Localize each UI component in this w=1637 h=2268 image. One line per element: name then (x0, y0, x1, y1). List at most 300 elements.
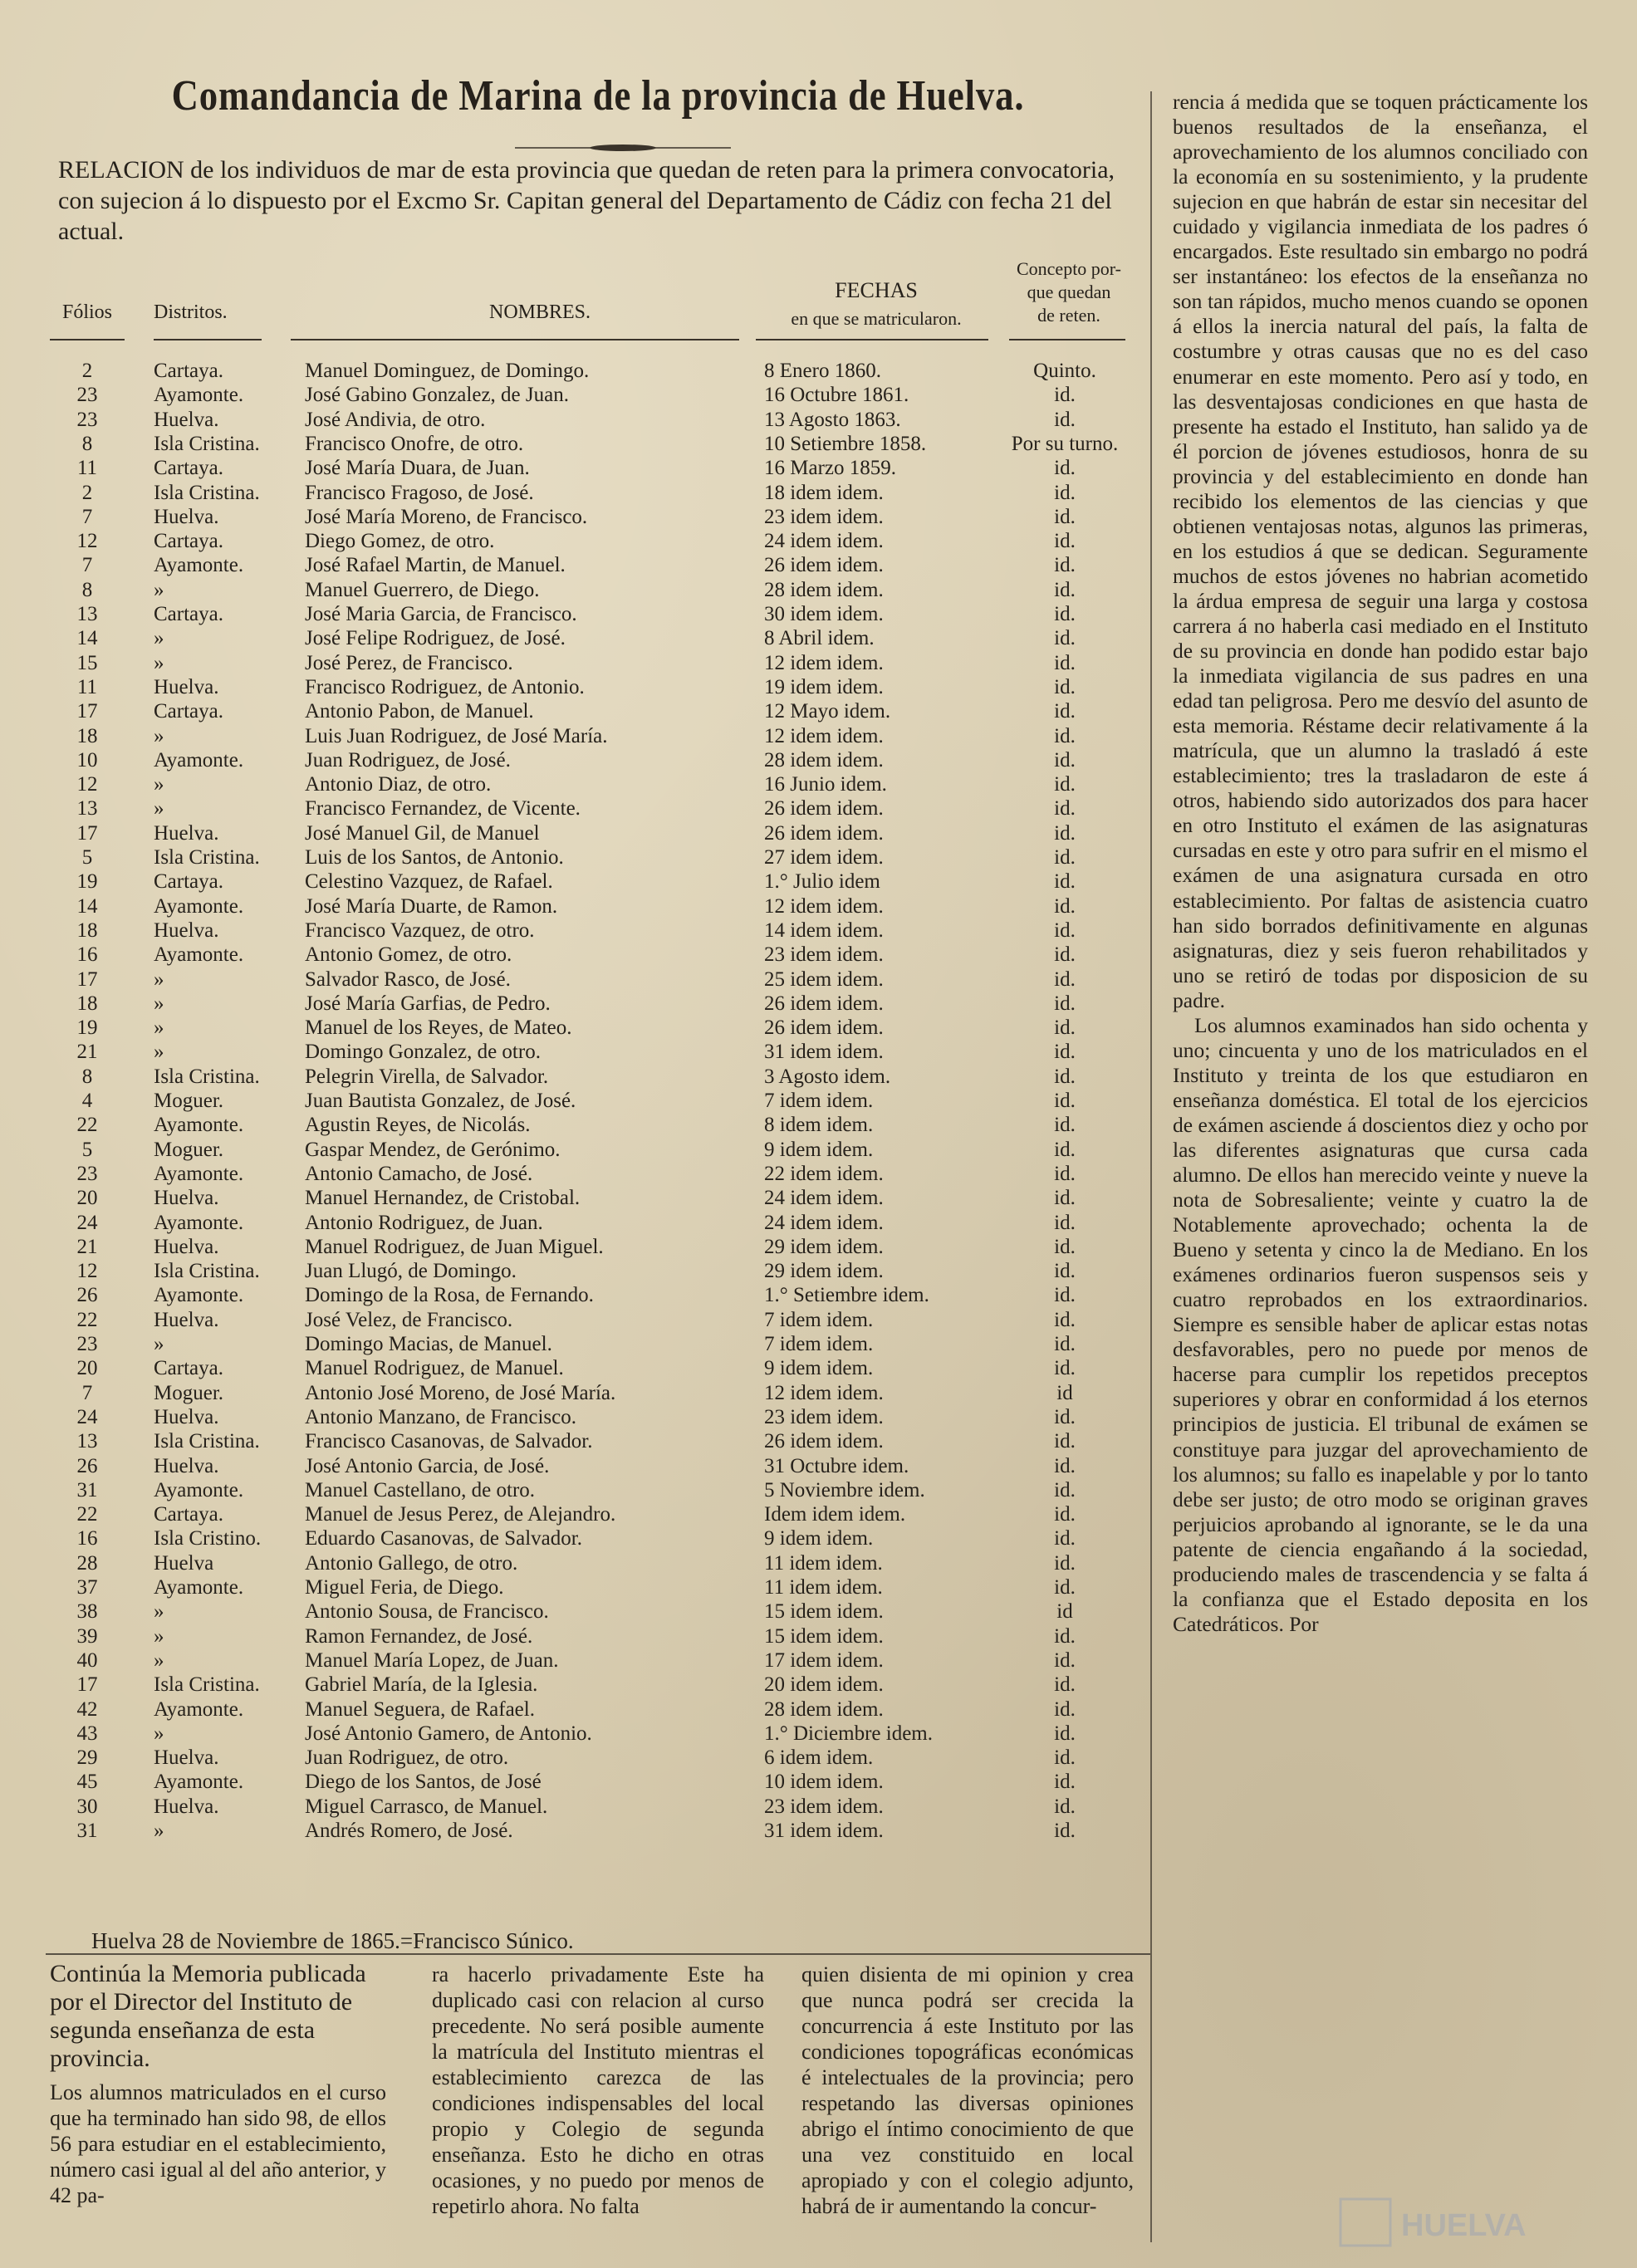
fecha-cell: 23 idem idem. (764, 505, 884, 528)
nombre-cell: Manuel Dominguez, de Domingo. (305, 360, 590, 382)
folio-cell: 10 (76, 748, 98, 772)
table-row (0, 1138, 1150, 1162)
concepto-cell: id. (1054, 724, 1076, 747)
distrito-cell: Isla Cristina. (154, 1673, 260, 1697)
table-row (0, 1235, 1150, 1259)
concepto-cell: id. (1054, 700, 1076, 723)
nombre-cell: Manuel Rodriguez, de Juan Miguel. (305, 1235, 604, 1258)
fecha-cell: 28 idem idem. (764, 748, 884, 772)
concepto-cell: id. (1054, 1551, 1076, 1575)
nombre-cell: José Antonio Garcia, de José. (305, 1454, 550, 1477)
nombre-cell: Francisco Rodriguez, de Antonio. (305, 675, 585, 698)
concepto-cell: id. (1054, 1648, 1076, 1672)
distrito-cell: » (154, 1041, 164, 1064)
folio-cell: 16 (76, 1527, 98, 1550)
concepto-cell: Por su turno. (1011, 432, 1119, 455)
nombre-cell: Gabriel María, de la Iglesia. (305, 1673, 538, 1697)
table-row (0, 869, 1150, 894)
fecha-cell: 15 idem idem. (764, 1600, 884, 1624)
table-row (0, 1332, 1150, 1356)
table-row (0, 845, 1150, 869)
table-row (0, 1283, 1150, 1307)
folio-cell: 17 (76, 1673, 98, 1697)
concepto-cell: id. (1054, 1478, 1076, 1501)
fecha-cell: 24 idem idem. (764, 530, 884, 553)
folio-cell: 7 (81, 1381, 93, 1404)
header-nombres: NOMBRES. (488, 301, 591, 323)
concepto-cell: id. (1054, 1576, 1076, 1599)
folio-cell: 31 (76, 1820, 98, 1842)
table-row (0, 1016, 1150, 1040)
nombre-cell: Luis Juan Rodriguez, de José María. (305, 724, 608, 747)
table-row (0, 992, 1150, 1016)
nombre-cell: Antonio Gallego, de otro. (305, 1551, 518, 1575)
nombre-cell: José María Duarte, de Ramon. (305, 894, 558, 918)
fecha-cell: 19 idem idem. (764, 675, 884, 698)
folio-cell: 7 (81, 554, 93, 577)
folio-cell: 18 (76, 724, 98, 747)
table-row (0, 967, 1150, 992)
concepto-cell: id. (1054, 1357, 1076, 1380)
table-row (0, 699, 1150, 723)
table-row (0, 1722, 1150, 1746)
fecha-cell: 7 idem idem. (764, 1333, 874, 1355)
concepto-cell: id. (1054, 1308, 1076, 1331)
concepto-cell: id. (1054, 651, 1076, 674)
table-row (0, 578, 1150, 602)
distrito-cell: Ayamonte. (154, 748, 244, 772)
distrito-cell: Ayamonte. (154, 1576, 244, 1599)
distrito-cell: Isla Cristino. (154, 1527, 262, 1550)
table-row (0, 894, 1150, 918)
nombre-cell: José María Moreno, de Francisco. (305, 505, 588, 528)
distrito-cell: » (154, 1820, 164, 1842)
folio-cell: 11 (76, 675, 98, 698)
folio-cell: 45 (76, 1771, 98, 1794)
fecha-cell: 26 idem idem. (764, 992, 884, 1015)
nombre-cell: José Maria Garcia, de Francisco. (305, 603, 577, 625)
table-row (0, 1405, 1150, 1429)
library-stamp (1339, 2192, 1546, 2251)
fecha-cell: 28 idem idem. (764, 578, 884, 601)
fecha-cell: 9 idem idem. (764, 1527, 874, 1550)
table-row (0, 553, 1150, 577)
concepto-cell: id. (1054, 554, 1076, 577)
fecha-cell: 1.° Diciembre idem. (764, 1722, 933, 1745)
folio-cell: 43 (76, 1722, 98, 1745)
concepto-cell: id. (1054, 408, 1076, 431)
table-row (0, 943, 1150, 967)
folio-cell: 40 (76, 1648, 98, 1672)
table-row (0, 456, 1150, 480)
nombre-cell: Juan Bautista Gonzalez, de José. (305, 1090, 576, 1112)
nombre-cell: José Gabino Gonzalez, de Juan. (305, 384, 569, 407)
table-row (0, 1162, 1150, 1186)
folio-cell: 14 (76, 894, 98, 918)
fecha-cell: 26 idem idem. (764, 1430, 884, 1453)
fecha-cell: 22 idem idem. (764, 1162, 884, 1185)
fecha-cell: 26 idem idem. (764, 1016, 884, 1040)
concepto-cell: id. (1054, 1162, 1076, 1185)
distrito-cell: Ayamonte. (154, 943, 244, 967)
folio-cell: 22 (76, 1308, 98, 1331)
folio-cell: 13 (76, 603, 98, 625)
distrito-cell: Ayamonte. (154, 1697, 244, 1721)
column-divider (1150, 91, 1152, 2242)
distrito-cell: Isla Cristina. (154, 1260, 260, 1283)
folio-cell: 20 (76, 1187, 98, 1210)
fecha-cell: 23 idem idem. (764, 943, 884, 967)
concepto-cell: id. (1054, 1722, 1076, 1745)
folio-cell: 15 (76, 651, 98, 674)
fecha-cell: 15 idem idem. (764, 1624, 884, 1648)
folio-cell: 17 (76, 700, 98, 723)
distrito-cell: » (154, 967, 164, 991)
concepto-cell: id. (1054, 894, 1076, 918)
memoria-right-paragraph: rencia á medida que se toquen prácticamente los buenos resultados de la enseñanza, el aprovechamiento de los alumnos conciliado con la economía en su sostenimiento, y la prudente sujecion en que habrán de estar sin necesitar del cuidado y vigilancia inmediata de los padres ó encargados. Este resultado sin embargo no podrá ser instantáneo: los efectos de la enseñanza no son tan rápidos, mucho menos cuando se oponen á ellos la inercia natural del país, la falta de costumbre y otras causas que no es del caso enumerar en este momento. Pero así y todo, en las desventajosas condiciones en que hasta de presente ha estado el Instituto, han salido ya de él porcion de jóvenes estudiosos, honra de su provincia y del establecimiento en donde han recibido los elementos de las ciencias y que obtienen ventajosas notas, algunos las primeras, en los estudios á que se dedican. Seguramente muchos de estos jóvenes no habrian acometido la árdua empresa de seguir una larga y costosa carrera á no haberla casi mediado en el Instituto de su provincia en donde han podido estar bajo la inmediata vigilancia de sus padres en una edad tan peligrosa. Pero me desvío del asunto de esta memoria. Réstame decir relativamente á la matrícula, que un alumno la trasladó á este establecimiento; tres la trasladaron de este á otros, habiendo sido autorizados dos para hacer en otro Instituto el exámen de las asignaturas cursadas en este y otro para sufrir en el mismo el exámen de una asignatura cursada en otro establecimiento. Por faltas de asistencia cuatro han sido borrados definitivamente en algunas asignaturas, diez y seis fueron rehabilitados y uno se retiró de todas por disposicion de su padre. (1173, 90, 1588, 1012)
concepto-cell: id. (1054, 1041, 1076, 1064)
table-row (0, 748, 1150, 772)
distrito-cell: Moguer. (154, 1138, 224, 1161)
table-row (0, 408, 1150, 432)
folio-cell: 24 (76, 1211, 98, 1234)
fecha-cell: 10 idem idem. (764, 1771, 884, 1794)
concepto-cell: id. (1054, 1114, 1076, 1137)
fecha-cell: 24 idem idem. (764, 1187, 884, 1210)
fecha-cell: 10 Setiembre 1858. (764, 432, 927, 455)
table-row (0, 1211, 1150, 1235)
distrito-cell: Cartaya. (154, 530, 223, 553)
header-rule (50, 339, 125, 340)
fecha-cell: 12 idem idem. (764, 894, 884, 918)
concepto-cell: id. (1054, 1795, 1076, 1818)
nombre-cell: José Velez, de Francisco. (305, 1308, 513, 1331)
folio-cell: 24 (76, 1405, 98, 1428)
distrito-cell: Huelva. (154, 408, 219, 431)
nombre-cell: Eduardo Casanovas, de Salvador. (305, 1527, 582, 1550)
concepto-cell: id. (1054, 773, 1076, 796)
folio-cell: 22 (76, 1114, 98, 1137)
distrito-cell: Huelva. (154, 918, 219, 942)
nombre-cell: Juan Rodriguez, de José. (305, 748, 511, 772)
table-row (0, 359, 1150, 383)
concepto-cell: id. (1054, 870, 1076, 894)
folio-cell: 23 (76, 1162, 98, 1185)
table-row (0, 602, 1150, 626)
concepto-cell: id. (1054, 1771, 1076, 1794)
table-row (0, 1673, 1150, 1697)
fecha-cell: 14 idem idem. (764, 918, 884, 942)
distrito-cell: Huelva. (154, 1746, 219, 1770)
distrito-cell: Ayamonte. (154, 1114, 244, 1137)
table-row (0, 772, 1150, 796)
distrito-cell: Ayamonte. (154, 1211, 244, 1234)
table-row (0, 481, 1150, 505)
nombre-cell: Gaspar Mendez, de Gerónimo. (305, 1138, 561, 1161)
nombre-cell: Manuel Guerrero, de Diego. (305, 578, 540, 601)
distrito-cell: Ayamonte. (154, 1478, 244, 1501)
header-rule (154, 339, 262, 340)
folio-cell: 39 (76, 1624, 98, 1648)
folio-cell: 8 (81, 1065, 93, 1088)
concepto-cell: id. (1054, 1527, 1076, 1550)
nombre-cell: José Felipe Rodriguez, de José. (305, 627, 566, 650)
fecha-cell: 27 idem idem. (764, 846, 884, 869)
table-row (0, 1429, 1150, 1453)
distrito-cell: Ayamonte. (154, 894, 244, 918)
header-fechas: FECHAS (835, 278, 918, 302)
fecha-cell: 6 idem idem. (764, 1746, 874, 1770)
concepto-cell: id. (1054, 530, 1076, 553)
folio-cell: 4 (81, 1090, 93, 1112)
distrito-cell: Isla Cristina. (154, 481, 260, 504)
header-fechas-sub: en que se matricularon. (791, 308, 962, 329)
nombre-cell: Antonio Manzano, de Francisco. (305, 1405, 577, 1428)
nombre-cell: Miguel Carrasco, de Manuel. (305, 1795, 548, 1818)
table-row (0, 796, 1150, 820)
nombre-cell: Diego Gomez, de otro. (305, 530, 495, 553)
distrito-cell: Ayamonte. (154, 554, 244, 577)
folio-cell: 5 (81, 846, 93, 869)
nombre-cell: Domingo Gonzalez, de otro. (305, 1041, 541, 1064)
memoria-right-paragraph: Los alumnos examinados han sido ochenta y uno; cincuenta y uno de los matriculados en el Instituto y treinta de los que estudiaron en enseñanza doméstica. El total de los ejercicios de exámen asciende á doscientos diez y ocho por las diferentes asignaturas que cursa cada alumno. De ellos han merecido veinte y nueve la nota de Sobresaliente; veinte y cuatro la de Notablemente aprovechado; ochenta la de Bueno y setenta y cinco la de Mediano. En los exámenes ordinarios fueron suspensos seis y cuatro reprobados en los extraordinarios. Siempre es sensible haber de aplicar estas notas desfavorables, pero no puede por menos de hacerse para cumplir los repetidos preceptos superiores y obrar en conformidad á los eternos principios de justicia. El tribunal de exámen se constituye para juzgar del aprovechamiento de los alumnos; su fallo es inapelable y por lo tanto debe ser justo; de otro modo se originan graves perjuicios aprobando al ignorante, se le da una patente de ciencia engañando á la sociedad, produciendo males de trascendencia y se falta á la confianza que el Estado deposita en los Catedráticos. Por (1173, 1012, 1588, 1636)
nombre-cell: José Manuel Gil, de Manuel (305, 821, 540, 845)
fecha-cell: 26 idem idem. (764, 797, 884, 820)
header-folios: Fólios (61, 301, 113, 323)
distrito-cell: » (154, 1722, 164, 1745)
fecha-cell: 29 idem idem. (764, 1235, 884, 1258)
concepto-cell: id. (1054, 1405, 1076, 1428)
nombre-cell: José Antonio Gamero, de Antonio. (305, 1722, 592, 1745)
fecha-cell: 8 idem idem. (764, 1114, 874, 1137)
table-row (0, 918, 1150, 943)
distrito-cell: Huelva. (154, 821, 219, 845)
header-concepto-2: que quedan (1027, 282, 1111, 302)
fecha-cell: 11 idem idem. (764, 1551, 883, 1575)
distrito-cell: Cartaya. (154, 1357, 223, 1380)
memoria-title: Continúa la Memoria publicada por el Director del Instituto de segunda enseñanza de esta provincia. (50, 1960, 366, 2072)
distrito-cell: Huelva. (154, 1454, 219, 1477)
concepto-cell: id. (1054, 967, 1076, 991)
folio-cell: 23 (76, 408, 98, 431)
table-row (0, 724, 1150, 748)
nombre-cell: Francisco Onofre, de otro. (305, 432, 524, 455)
fecha-cell: Idem idem idem. (764, 1503, 906, 1526)
signature-line: Huelva 28 de Noviembre de 1865.=Francisco Súnico. (91, 1928, 574, 1953)
fecha-cell: 23 idem idem. (764, 1795, 884, 1818)
fecha-cell: 3 Agosto idem. (764, 1065, 891, 1088)
distrito-cell: Ayamonte. (154, 1771, 244, 1794)
table-row (0, 1575, 1150, 1599)
distrito-cell: Cartaya. (154, 870, 223, 894)
nombre-cell: Francisco Vazquez, de otro. (305, 918, 535, 942)
distrito-cell: Huelva. (154, 1795, 219, 1818)
distrito-cell: Huelva. (154, 1187, 219, 1210)
concepto-cell: id. (1054, 1746, 1076, 1770)
nombre-cell: José Rafael Martin, de Manuel. (305, 554, 566, 577)
svg-text:HUELVA: HUELVA (1401, 2208, 1527, 2243)
distrito-cell: Isla Cristina. (154, 846, 260, 869)
nombre-cell: Pelegrin Virella, de Salvador. (305, 1065, 549, 1088)
fecha-cell: 12 Mayo idem. (764, 700, 891, 723)
folio-cell: 16 (76, 943, 98, 967)
nombre-cell: Miguel Feria, de Diego. (305, 1576, 504, 1599)
distrito-cell: » (154, 1600, 164, 1624)
fecha-cell: 12 idem idem. (764, 1381, 884, 1404)
distrito-cell: Huelva. (154, 675, 219, 698)
distrito-cell: Cartaya. (154, 700, 223, 723)
folio-cell: 19 (76, 1016, 98, 1040)
intro-paragraph: RELACION de los individuos de mar de esta provincia que quedan de reten para la primera convocatoria, con sujecion á lo dispuesto por el Excmo Sr. Capitan general del Departamento de Cádiz con fecha 21 del actual. (58, 156, 1115, 245)
table-row (0, 1526, 1150, 1550)
distrito-cell: Huelva. (154, 1235, 219, 1258)
distrito-cell: Ayamonte. (154, 1284, 244, 1307)
nombre-cell: Salvador Rasco, de José. (305, 967, 511, 991)
folio-cell: 7 (81, 505, 93, 528)
nombre-cell: Antonio José Moreno, de José María. (305, 1381, 616, 1404)
nombre-cell: José María Duara, de Juan. (305, 457, 530, 480)
header-rule (291, 339, 739, 340)
table-row (0, 505, 1150, 529)
page-title: Comandancia de Marina de la provincia de Huelva. (171, 72, 1025, 120)
fecha-cell: 8 Enero 1860. (764, 360, 881, 382)
folio-cell: 42 (76, 1697, 98, 1721)
fecha-cell: 26 idem idem. (764, 554, 884, 577)
folio-cell: 23 (76, 384, 98, 407)
nombre-cell: Domingo de la Rosa, de Fernando. (305, 1284, 594, 1307)
folio-cell: 26 (76, 1454, 98, 1477)
folio-cell: 22 (76, 1503, 98, 1526)
folio-cell: 12 (76, 530, 98, 553)
concepto-cell: id. (1054, 1333, 1076, 1355)
nombre-cell: Domingo Macias, de Manuel. (305, 1333, 552, 1355)
table-row (0, 1746, 1150, 1770)
nombre-cell: José Andivia, de otro. (305, 408, 486, 431)
fecha-cell: 16 Marzo 1859. (764, 457, 896, 480)
folio-cell: 21 (76, 1041, 98, 1064)
table-row (0, 1065, 1150, 1089)
table-row (0, 821, 1150, 845)
table-row (0, 432, 1150, 456)
concepto-cell: id (1056, 1600, 1073, 1624)
distrito-cell: Isla Cristina. (154, 432, 260, 455)
distrito-cell: Huelva. (154, 1308, 219, 1331)
nombre-cell: Manuel Seguera, de Rafael. (305, 1697, 535, 1721)
distrito-cell: Isla Cristina. (154, 1430, 260, 1453)
distrito-cell: » (154, 1016, 164, 1040)
concepto-cell: id. (1054, 1138, 1076, 1161)
folio-cell: 20 (76, 1357, 98, 1380)
concepto-cell: id. (1054, 748, 1076, 772)
fecha-cell: 25 idem idem. (764, 967, 884, 991)
concepto-cell: id. (1054, 481, 1076, 504)
table-row (0, 1551, 1150, 1575)
fecha-cell: 18 idem idem. (764, 481, 884, 504)
folio-cell: 26 (76, 1284, 98, 1307)
concepto-cell: id. (1054, 1016, 1076, 1040)
fecha-cell: 31 Octubre idem. (764, 1454, 909, 1477)
fecha-cell: 31 idem idem. (764, 1820, 884, 1842)
concepto-cell: id. (1054, 1235, 1076, 1258)
distrito-cell: Cartaya. (154, 360, 223, 382)
distrito-cell: » (154, 797, 164, 820)
concepto-cell: id. (1054, 1065, 1076, 1088)
folio-cell: 5 (81, 1138, 93, 1161)
concepto-cell: id. (1054, 1187, 1076, 1210)
nombre-cell: Francisco Casanovas, de Salvador. (305, 1430, 593, 1453)
nombre-cell: Antonio Camacho, de José. (305, 1162, 533, 1185)
table-row (0, 1186, 1150, 1210)
table-row (0, 1599, 1150, 1624)
table-row (0, 1259, 1150, 1283)
nombre-cell: Manuel María Lopez, de Juan. (305, 1648, 559, 1672)
distrito-cell: Moguer. (154, 1381, 224, 1404)
concepto-cell: Quinto. (1033, 360, 1096, 382)
folio-cell: 21 (76, 1235, 98, 1258)
nombre-cell: Andrés Romero, de José. (305, 1820, 513, 1842)
table-row (0, 1308, 1150, 1332)
header-concepto-1: Concepto por- (1016, 258, 1122, 279)
fecha-cell: 28 idem idem. (764, 1697, 884, 1721)
nombre-cell: Manuel Rodriguez, de Manuel. (305, 1357, 564, 1380)
fecha-cell: 7 idem idem. (764, 1090, 874, 1112)
folio-cell: 11 (76, 457, 98, 480)
table-row (0, 1697, 1150, 1722)
concepto-cell: id. (1054, 505, 1076, 528)
fecha-cell: 7 idem idem. (764, 1308, 874, 1331)
fecha-cell: 9 idem idem. (764, 1357, 874, 1380)
folio-cell: 14 (76, 627, 98, 650)
table-row (0, 1795, 1150, 1819)
table-row (0, 1648, 1150, 1673)
memoria-right-column (1173, 90, 1588, 1637)
folio-cell: 23 (76, 1333, 98, 1355)
table-row (0, 1819, 1150, 1843)
nombre-cell: Ramon Fernandez, de José. (305, 1624, 533, 1648)
concepto-cell: id. (1054, 1624, 1076, 1648)
memoria-column-1: Los alumnos matriculados en el curso que ha terminado han sido 98, de ellos 56 para estudiar en el establecimiento, número casi igual al del año anterior, y 42 pa- (50, 2080, 386, 2207)
concepto-cell: id. (1054, 578, 1076, 601)
fecha-cell: 12 idem idem. (764, 651, 884, 674)
table-row (0, 1454, 1150, 1478)
concepto-cell: id. (1054, 457, 1076, 480)
concepto-cell: id. (1054, 1211, 1076, 1234)
concepto-cell: id. (1054, 1090, 1076, 1112)
nombre-cell: Celestino Vazquez, de Rafael. (305, 870, 553, 894)
concepto-cell: id. (1054, 1503, 1076, 1526)
folio-cell: 12 (76, 1260, 98, 1283)
folio-cell: 8 (81, 432, 93, 455)
folio-cell: 2 (81, 360, 93, 382)
concepto-cell: id. (1054, 918, 1076, 942)
table-row (0, 1040, 1150, 1064)
nombre-cell: Manuel de los Reyes, de Mateo. (305, 1016, 572, 1040)
distrito-cell: » (154, 1648, 164, 1672)
folio-cell: 13 (76, 797, 98, 820)
folio-cell: 28 (76, 1551, 98, 1575)
concepto-cell: id. (1054, 821, 1076, 845)
fecha-cell: 11 idem idem. (764, 1576, 883, 1599)
distrito-cell: » (154, 724, 164, 747)
table-row (0, 1381, 1150, 1405)
concepto-cell: id. (1054, 1454, 1076, 1477)
memoria-column-2: ra hacerlo privadamente Este ha duplicado casi con relacion al curso precedente. No será posible aumente la matrícula del Instituto mientras el establecimiento carezca de las condiciones indispensables del local propio y Colegio de segunda enseñanza. Esto he dicho en otras ocasiones, y no puedo por menos de repetirlo ahora. No falta (432, 1962, 764, 2218)
folio-cell: 29 (76, 1746, 98, 1770)
header-rule (1009, 339, 1125, 340)
folio-cell: 38 (76, 1600, 98, 1624)
concepto-cell: id. (1054, 1284, 1076, 1307)
fecha-cell: 20 idem idem. (764, 1673, 884, 1697)
